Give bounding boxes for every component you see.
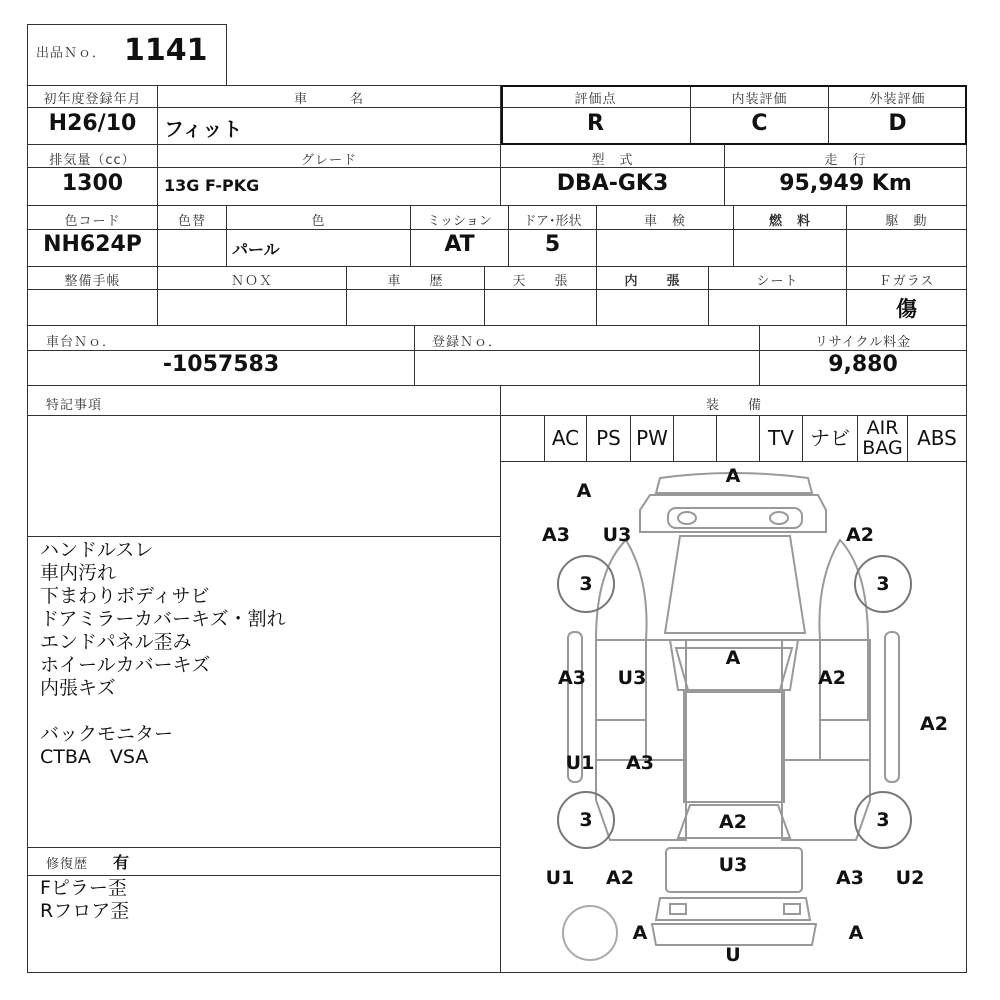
recycle-value: 9,880 [828, 352, 898, 377]
damage-code: A2 [920, 713, 948, 735]
note-line: 内張キズ [40, 677, 116, 699]
damage-code: A3 [542, 524, 570, 546]
repaint-label: 色替 [177, 214, 206, 229]
note-line: エンドパネル歪み [40, 631, 192, 653]
damage-code: A2 [719, 811, 747, 833]
damage-code: A3 [626, 752, 654, 774]
damage-code: A3 [558, 667, 586, 689]
reg-date-label: 初年度登録年月 [43, 92, 142, 107]
grade-label: グレード [300, 153, 357, 168]
car-name-label: 車 名 [293, 92, 364, 107]
score-value: R [587, 111, 604, 136]
damage-code: A2 [606, 867, 634, 889]
fuel-label: 燃 料 [768, 214, 811, 229]
damage-code: 3 [579, 573, 593, 595]
note-line: 車内汚れ [40, 562, 117, 584]
color-code-label: 色コード [64, 214, 121, 229]
seat-label: シート [756, 274, 799, 289]
damage-code: A [632, 922, 648, 944]
chassis-label: 車台Ｎｏ． [46, 335, 117, 350]
transmission-label: ミッション [427, 214, 492, 229]
damage-code: U3 [718, 854, 748, 876]
interior-label: 内装評価 [731, 92, 788, 107]
transmission-value: AT [444, 232, 475, 257]
score-label: 評価点 [574, 92, 617, 107]
history-label: 車 歴 [387, 274, 444, 289]
damage-code: A2 [846, 524, 874, 546]
notes-label: 特記事項 [46, 398, 103, 413]
note-line: ハンドルスレ [40, 539, 154, 561]
damage-code: U2 [895, 867, 925, 889]
lot-label: 出品Ｎｏ． [36, 46, 107, 61]
damage-code: 3 [579, 809, 593, 831]
glass-value: 傷 [896, 297, 917, 321]
equip-cell-pw: PW [636, 426, 668, 450]
equip-cell-navi: ナビ [810, 426, 850, 450]
damage-code: 3 [876, 573, 890, 595]
reg-date-value: H26/10 [48, 111, 137, 136]
damage-code: A3 [836, 867, 864, 889]
damage-code: 3 [876, 809, 890, 831]
repair-value: 有 [113, 853, 130, 872]
damage-code: U1 [565, 752, 595, 774]
equip-cell-airbag: AIR BAG [862, 417, 903, 459]
note-line: ホイールカバーキズ [40, 654, 211, 676]
note-line: バックモニター [40, 723, 174, 745]
maintenance-label: 整備手帳 [64, 274, 121, 289]
repair-label: 修復歴 [46, 857, 89, 872]
lot-number: 1141 [124, 33, 208, 68]
equipment-label: 装 備 [705, 398, 762, 413]
note-line: CTBA VSA [40, 746, 149, 768]
damage-code: U [725, 944, 741, 966]
damage-code: U3 [602, 524, 632, 546]
registration-label: 登録Ｎｏ． [432, 335, 503, 350]
model-value: DBA-GK3 [556, 171, 669, 196]
car-name-value: フィット [164, 117, 243, 141]
note-line: 下まわりボディサビ [40, 585, 210, 607]
doors-label: ドア･形状 [523, 214, 582, 229]
exterior-label: 外装評価 [869, 92, 926, 107]
roof-label: 天 張 [512, 274, 569, 289]
recycle-label: リサイクル料金 [814, 335, 912, 350]
equip-cell-ac: AC [551, 426, 580, 450]
equip-cell-abs: ABS [917, 426, 957, 450]
mileage-label: 走 行 [824, 153, 867, 168]
interior-trim-label: 内 張 [624, 274, 681, 289]
note-line: ドアミラーカバーキズ・割れ [40, 608, 286, 630]
color-value: パール [232, 240, 280, 259]
color-label: 色 [311, 214, 326, 229]
damage-code: A [725, 465, 741, 487]
equip-cell-ps: PS [596, 426, 621, 450]
nox-label: ＮＯＸ [230, 274, 273, 289]
drive-label: 駆 動 [885, 214, 928, 229]
color-code-value: NH624P [43, 232, 142, 257]
damage-code: U3 [617, 667, 647, 689]
chassis-value: -1057583 [162, 352, 280, 377]
inspection-label: 車 検 [643, 214, 686, 229]
damage-code: U1 [545, 867, 575, 889]
doors-value: 5 [544, 232, 561, 257]
glass-label: Ｆガラス [878, 274, 935, 289]
grade-value: 13G F-PKG [164, 176, 260, 195]
equip-cell-tv: TV [768, 426, 794, 450]
displacement-value: 1300 [61, 171, 124, 196]
repair-line: Fピラー歪 [40, 877, 127, 899]
damage-code: A [725, 647, 741, 669]
interior-value: C [751, 111, 768, 136]
model-label: 型 式 [591, 153, 634, 168]
mileage-value: 95,949 Km [779, 171, 912, 196]
repair-line: Rフロア歪 [40, 900, 130, 922]
exterior-value: D [888, 111, 907, 136]
displacement-label: 排気量（cc） [49, 153, 136, 168]
damage-code: A [576, 480, 592, 502]
damage-code: A [848, 922, 864, 944]
damage-code: A2 [818, 667, 846, 689]
